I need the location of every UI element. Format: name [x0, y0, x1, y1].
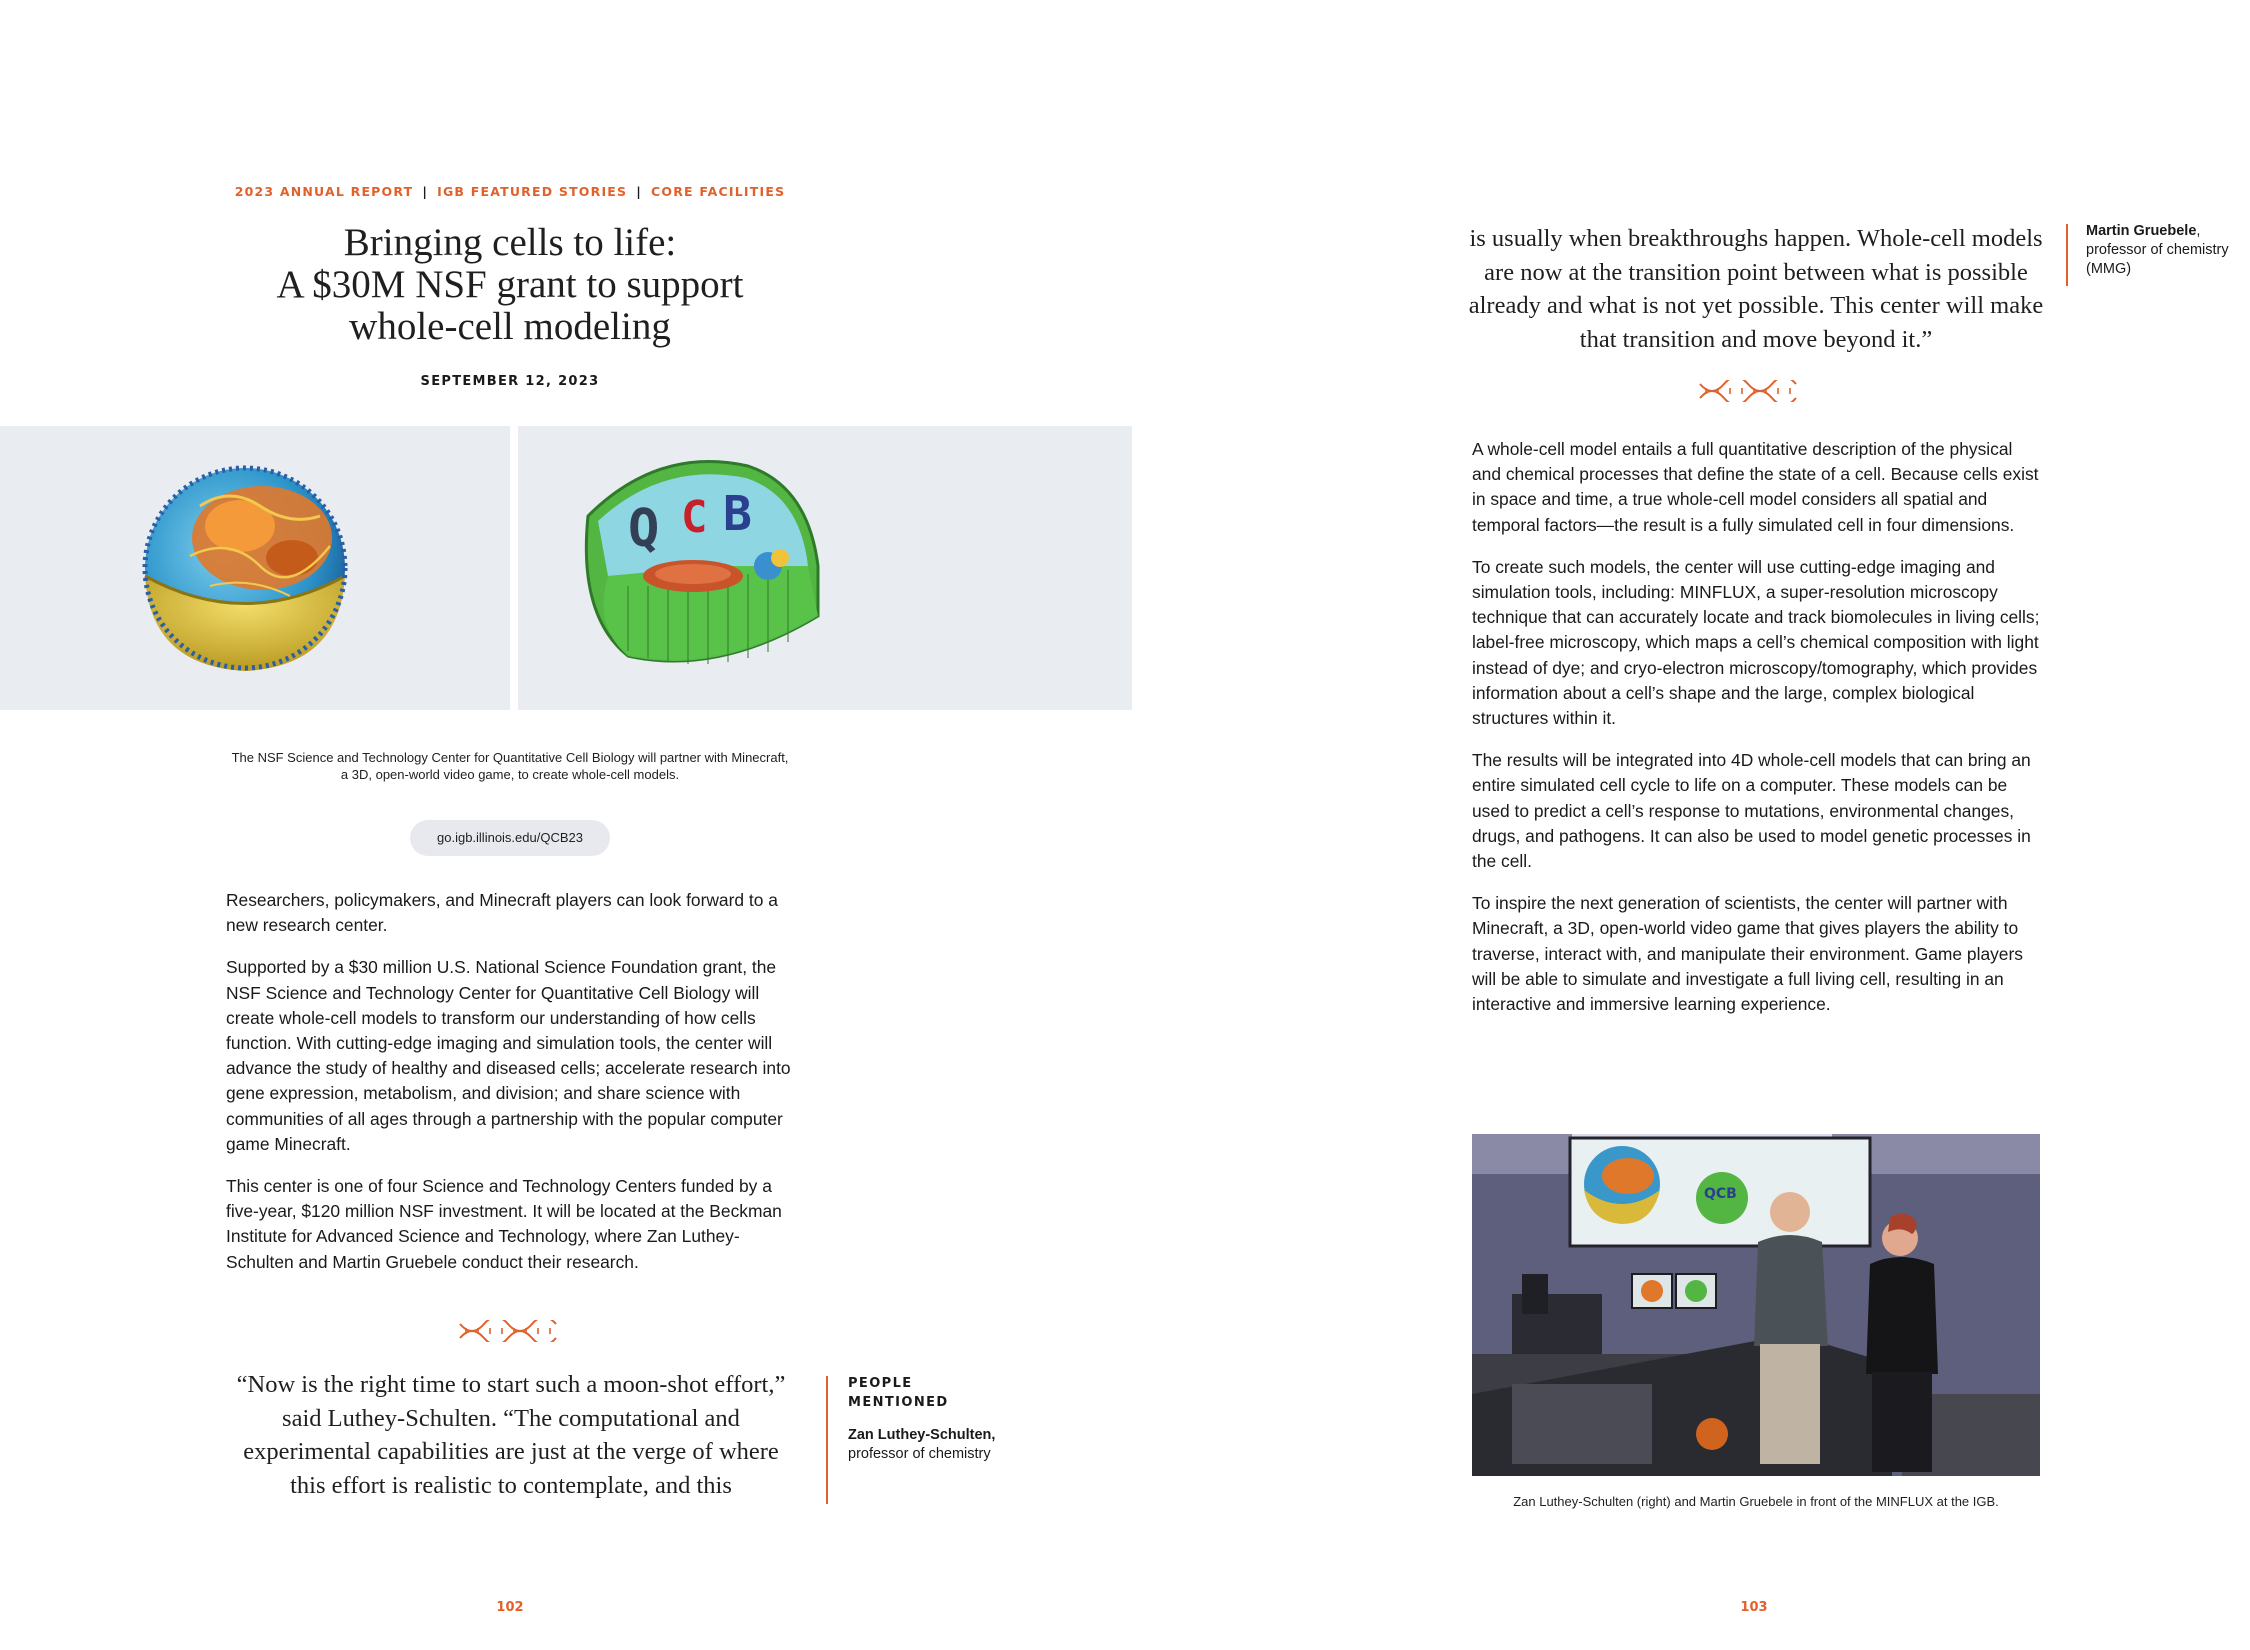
- people-heading: PEOPLE MENTIONED: [848, 1376, 949, 1410]
- article-body-left: [226, 888, 796, 1292]
- title-line: A $30M NSF grant to support: [276, 263, 744, 306]
- publish-date: SEPTEMBER 12, 2023: [420, 374, 600, 389]
- sidebar-rule: [826, 1376, 828, 1504]
- qcb-letter-c: C: [681, 492, 708, 543]
- person-title: professor of chemistry (MMG): [2086, 242, 2229, 277]
- person-title: professor of chemistry: [848, 1446, 991, 1462]
- cell-sphere-icon: [0, 426, 510, 710]
- person-name[interactable]: Martin Gruebele: [2086, 223, 2197, 239]
- title-line: Bringing cells to life:: [343, 221, 677, 264]
- pull-quote-left: “Now is the right time to start such a moon-shot effort,” said Luthey-Schulten. “The computational and experimental capabilities are just at the verge of where this effort is realistic to contemplate, and this: [236, 1371, 786, 1499]
- paragraph: This center is one of four Science and Technology Centers funded by a five-year, $120 million NSF investment. It will be located at the Beckman Institute for Advanced Science and Technology, where Zan Luthey-Schulten and Martin Gruebele conduct their research.: [226, 1176, 782, 1272]
- cell-model-image: [0, 426, 510, 710]
- dna-divider-icon: [458, 1320, 562, 1342]
- sidebar-rule: [2066, 224, 2068, 286]
- photo-screen-qcb: QCB: [1704, 1186, 1737, 1202]
- person-name-suffix: ,: [2196, 223, 2201, 239]
- breadcrumb-item[interactable]: IGB FEATURED STORIES: [437, 184, 628, 199]
- person-name[interactable]: Zan Luthey-Schulten,: [848, 1427, 996, 1443]
- people-mentioned: [848, 1374, 1018, 1464]
- paragraph: Supported by a $30 million U.S. National Science Foundation grant, the NSF Science and Technology Center for Quantitative Cell Biology will create whole-cell models to transform our understanding of how cells function. With cutting-edge imaging and simulation tools, the center will advance the study of healthy and diseased cells; accelerate research into gene expression, metabolism, and division; and share science with communities of all ages through a partnership with the popular computer game Minecraft.: [226, 957, 791, 1154]
- breadcrumb-item[interactable]: CORE FACILITIES: [651, 184, 786, 199]
- qcb-minecraft-image: [518, 426, 1132, 710]
- person-sidebar-right: [2086, 222, 2250, 279]
- photo-caption: Zan Luthey-Schulten (right) and Martin Gruebele in front of the MINFLUX at the IGB.: [1513, 1494, 1999, 1509]
- breadcrumb-item[interactable]: 2023 ANNUAL REPORT: [234, 184, 414, 199]
- paragraph: A whole-cell model entails a full quantitative description of the physical and chemical processes that define the state of a cell. Because cells exist in space and time, a true whole-cell model considers all spatial and temporal factors—the result is a fully simulated cell in four dimensions.: [1472, 439, 2039, 535]
- dna-divider-icon: [1698, 380, 1802, 402]
- page-number: 103: [1740, 1600, 1768, 1615]
- qcb-letter-q: Q: [628, 499, 660, 559]
- paragraph: To inspire the next generation of scientists, the center will partner with Minecraft, a 3D, open-world video game that gives players the ability to traverse, interact with, and manipulate their environment. Game players will be able to simulate and investigate a full living cell, resulting in an interactive and immersive learning experience.: [1472, 893, 2023, 1015]
- qcb-letter-b: B: [723, 486, 752, 542]
- lab-photo: [1472, 1134, 2040, 1476]
- paragraph: Researchers, policymakers, and Minecraft players can look forward to a new research center.: [226, 890, 778, 936]
- qcb-voxel-icon: [518, 426, 1132, 710]
- lab-photo-illustration: [1472, 1134, 2040, 1476]
- image-caption: The NSF Science and Technology Center for Quantitative Cell Biology will partner with Minecraft, a 3D, open-world video game, to create whole-cell models.: [231, 750, 789, 782]
- short-link[interactable]: go.igb.illinois.edu/QCB23: [410, 820, 610, 856]
- pull-quote-right: is usually when breakthroughs happen. Whole-cell models are now at the transition point between what is possible already and what is not yet possible. This center will make that transition and move beyond it.”: [1468, 225, 2044, 353]
- title-line: whole-cell modeling: [349, 305, 671, 348]
- page-number: 102: [496, 1600, 524, 1615]
- breadcrumb: [0, 184, 1020, 199]
- breadcrumb-separator: |: [422, 184, 429, 199]
- page-title: [0, 222, 1020, 348]
- article-body-right: [1472, 437, 2042, 1034]
- paragraph: The results will be integrated into 4D whole-cell models that can bring an entire simulated cell cycle to life on a computer. These models can be used to predict a cell’s response to mutations, environmental changes, drugs, and pathogens. It can also be used to model genetic processes in the cell.: [1472, 750, 2031, 872]
- breadcrumb-separator: |: [636, 184, 643, 199]
- paragraph: To create such models, the center will use cutting-edge imaging and simulation tools, including: MINFLUX, a super-resolution microscopy technique that can accurately locate and track biomolecules in living cells; label-free microscopy, which maps a cell’s chemical composition with light instead of dye; and cryo-electron microscopy/tomography, which provides information about a cell’s shape and the large, complex biological structures within it.: [1472, 556, 2040, 729]
